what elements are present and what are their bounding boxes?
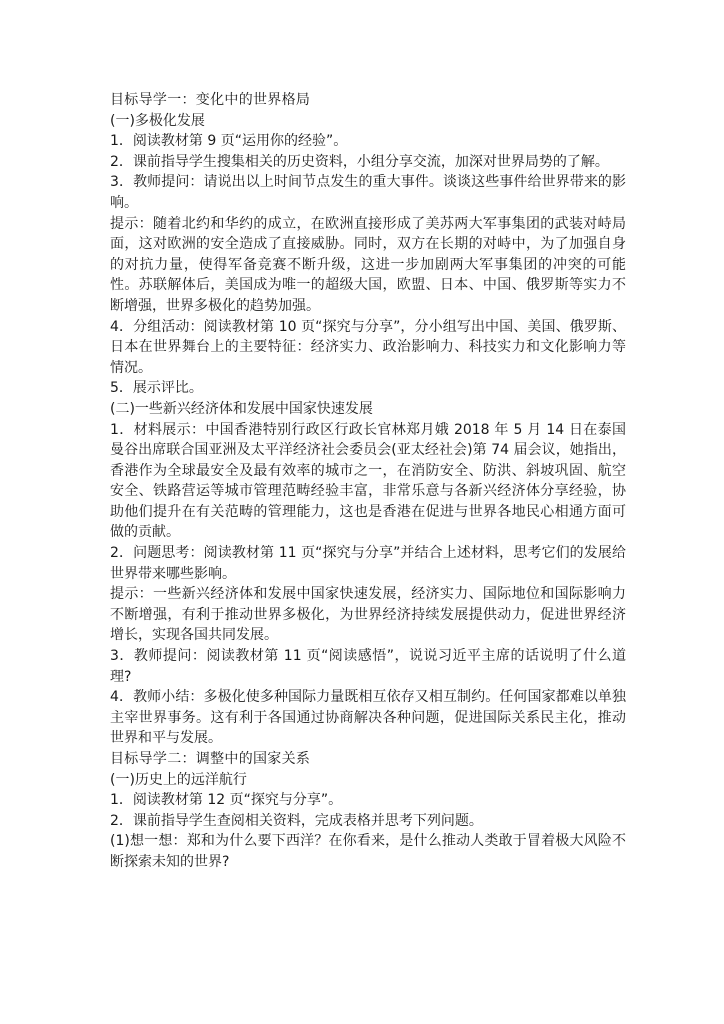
subsection-heading: (一)多极化发展	[110, 112, 205, 129]
paragraph: 1．阅读教材第 9 页“运用你的经验”。	[110, 133, 348, 150]
paragraph: 1．阅读教材第 12 页“探究与分享”。	[110, 792, 343, 809]
hint-paragraph: 提示：一些新兴经济体和发展中国家快速发展，经济实力、国际地位和国际影响力不断增强，有利于推动世界多极化，为世界经济持续发展提供动力，促进世界经济增长，实现各国共同发展。	[110, 586, 626, 644]
paragraph: 3．教师提问：请说出以上时间节点发生的重大事件。谈谈这些事件给世界带来的影响。	[110, 174, 626, 211]
document-body	[110, 90, 626, 873]
hint-paragraph: 提示：随着北约和华约的成立，在欧洲直接形成了美苏两大军事集团的武装对峙局面，这对欧洲的安全造成了直接威胁。同时，双方在长期的对峙中，为了加强自身的对抗力量，使得军备竞赛不断升级，这进一步加剧两大军事集团的冲突的可能性。苏联解体后，美国成为唯一的超级大国，欧盟、日本、中国、俄罗斯等实力不断增强，世界多极化的趋势加强。	[110, 215, 626, 314]
paragraph: 2．问题思考：阅读教材第 11 页“探究与分享”并结合上述材料，思考它们的发展给世界带来哪些影响。	[110, 545, 626, 582]
paragraph: 2．课前指导学生查阅相关资料，完成表格并思考下列问题。	[110, 812, 483, 829]
subsection-heading: (一)历史上的远洋航行	[110, 771, 247, 788]
paragraph: 5．展示评比。	[110, 380, 203, 397]
paragraph: (1)想一想：郑和为什么要下西洋？在你看来，是什么推动人类敢于冒着极大风险不断探索未知的世界?	[110, 833, 626, 870]
paragraph: 4．教师小结：多极化使多种国际力量既相互依存又相互制约。任何国家都难以单独主宰世界事务。这有利于各国通过协商解决各种问题，促进国际关系民主化，推动世界和平与发展。	[110, 689, 626, 747]
paragraph: 1．材料展示：中国香港特别行政区行政长官林郑月娥 2018 年 5 月 14 日在泰国曼谷出席联合国亚洲及太平洋经济社会委员会(亚太经社会)第 74 届会议，她指出，香港作为全球最安全及最有效率的城市之一，在消防安全、防洪、斜坡巩固、航空安全、铁路营运等城市管理范畴经验丰富，非常乐意与各新兴经济体分享经验，协助他们提升在有关范畴的管理能力，这也是香港在促进与世界各地民心相通方面可做的贡献。	[110, 421, 626, 541]
section-heading: 目标导学二：调整中的国家关系	[110, 751, 311, 767]
paragraph: 4．分组活动：阅读教材第 10 页“探究与分享”，分小组写出中国、美国、俄罗斯、日本在世界舞台上的主要特征：经济实力、政治影响力、科技实力和文化影响力等情况。	[110, 318, 626, 376]
paragraph: 3．教师提问：阅读教材第 11 页“阅读感悟”，说说习近平主席的话说明了什么道理?	[110, 648, 626, 685]
section-heading: 目标导学一：变化中的世界格局	[110, 92, 311, 108]
subsection-heading: (二)一些新兴经济体和发展中国家快速发展	[110, 400, 373, 417]
paragraph: 2．课前指导学生搜集相关的历史资料，小组分享交流，加深对世界局势的了解。	[110, 153, 609, 170]
